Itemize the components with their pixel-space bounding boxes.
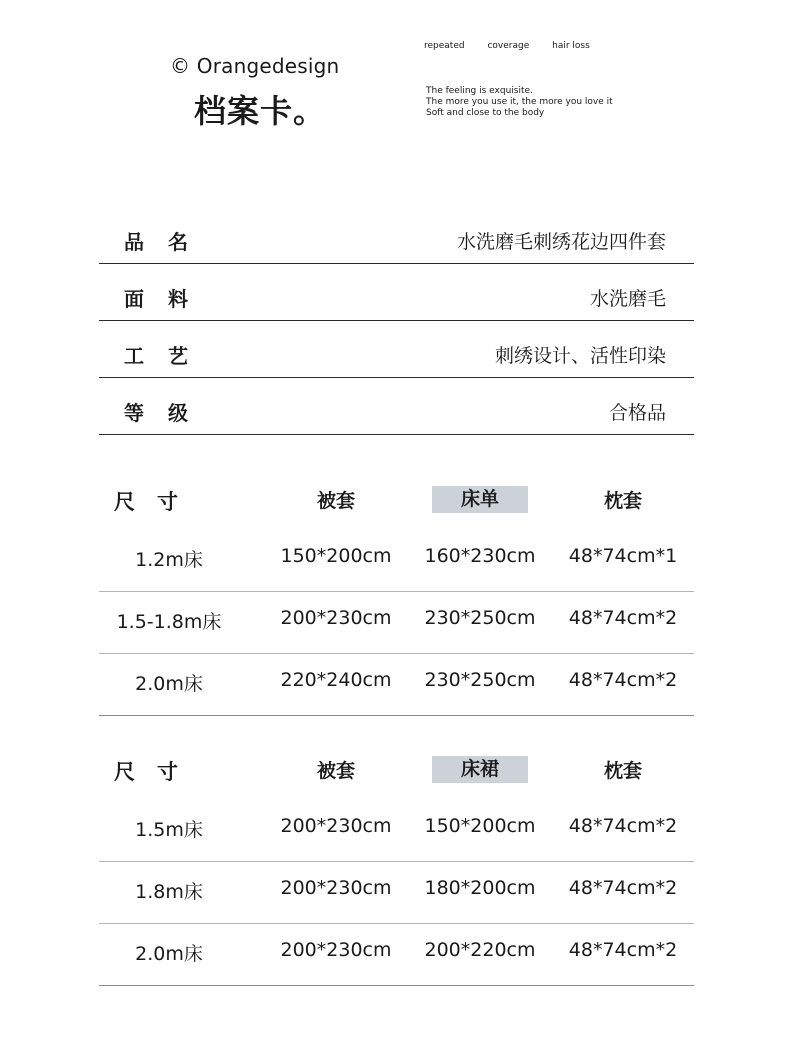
- info-row-craft: [99, 336, 694, 378]
- bed-size: 2.0m床: [135, 673, 203, 695]
- pillowcase-size: 48*74cm*2: [568, 877, 678, 899]
- tagline: [426, 86, 613, 119]
- sheet-size: 160*230cm: [424, 545, 536, 567]
- header-size: 尺寸: [114, 490, 200, 514]
- bedskirt-size: 200*220cm: [424, 939, 536, 961]
- tag-list: [424, 41, 610, 51]
- table-row: [99, 592, 694, 654]
- highlight-badge: 床裙: [432, 756, 528, 783]
- info-label: 品名: [124, 230, 212, 254]
- duvet-size: 220*240cm: [280, 669, 392, 691]
- product-info-list: [99, 222, 694, 435]
- bed-size: 1.2m床: [135, 549, 203, 571]
- bed-size: 1.8m床: [135, 881, 203, 903]
- pillowcase-size: 48*74cm*1: [568, 545, 678, 567]
- bed-size: 1.5-1.8m床: [116, 611, 222, 633]
- info-label: 工艺: [124, 344, 212, 368]
- header-sheet: [405, 486, 555, 513]
- page-title: 档案卡。: [194, 92, 327, 130]
- tag-item: coverage: [487, 41, 530, 51]
- table-header: [99, 744, 694, 800]
- highlight-badge: 床单: [432, 486, 528, 513]
- info-value: 水洗磨毛刺绣花边四件套: [456, 231, 666, 253]
- info-value: 水洗磨毛: [589, 288, 666, 310]
- info-value: 刺绣设计、活性印染: [494, 345, 666, 367]
- size-table-bedskirt: [99, 744, 694, 986]
- pillowcase-size: 48*74cm*2: [568, 939, 678, 961]
- bedskirt-size: 180*200cm: [424, 877, 536, 899]
- tag-item: hair loss: [552, 41, 590, 51]
- table-row: [99, 862, 694, 924]
- info-row-grade: [99, 393, 694, 435]
- bedskirt-size: 150*200cm: [424, 815, 536, 837]
- info-row-name: [99, 222, 694, 264]
- duvet-size: 200*230cm: [280, 877, 392, 899]
- size-table-sheet: [99, 474, 694, 716]
- bed-size: 2.0m床: [135, 943, 203, 965]
- header-pillowcase: 枕套: [603, 760, 642, 782]
- table-row: [99, 654, 694, 716]
- info-value: 合格品: [608, 402, 666, 424]
- table-header: [99, 474, 694, 530]
- pillowcase-size: 48*74cm*2: [568, 669, 678, 691]
- table-row: [99, 800, 694, 862]
- table-row: [99, 530, 694, 592]
- bed-size: 1.5m床: [135, 819, 203, 841]
- info-row-fabric: [99, 279, 694, 321]
- sheet-size: 230*250cm: [424, 669, 536, 691]
- header-size: 尺寸: [114, 760, 200, 784]
- tagline-line: The feeling is exquisite.: [426, 86, 533, 96]
- tag-item: repeated: [424, 41, 465, 51]
- info-label: 等级: [124, 401, 212, 425]
- info-label: 面料: [124, 287, 212, 311]
- duvet-size: 150*200cm: [280, 545, 392, 567]
- header-duvet: 被套: [316, 490, 355, 512]
- table-row: [99, 924, 694, 986]
- pillowcase-size: 48*74cm*2: [568, 815, 678, 837]
- tagline-line: The more you use it, the more you love it: [426, 97, 613, 107]
- header-pillowcase: 枕套: [603, 490, 642, 512]
- tagline-line: Soft and close to the body: [426, 108, 545, 118]
- duvet-size: 200*230cm: [280, 939, 392, 961]
- header-duvet: 被套: [316, 760, 355, 782]
- pillowcase-size: 48*74cm*2: [568, 607, 678, 629]
- header-bedskirt: [405, 756, 555, 783]
- sheet-size: 230*250cm: [424, 607, 536, 629]
- brand-name: © Orangedesign: [170, 54, 340, 78]
- duvet-size: 200*230cm: [280, 815, 392, 837]
- duvet-size: 200*230cm: [280, 607, 392, 629]
